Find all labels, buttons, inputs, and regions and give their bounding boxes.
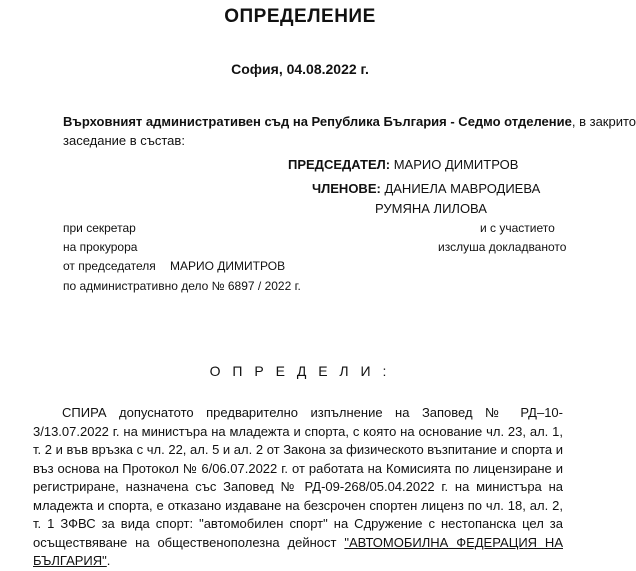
heard-report-label: изслуша докладваното — [438, 240, 567, 254]
chair-label: ПРЕДСЕДАТЕЛ: — [288, 157, 391, 172]
member-1-name: ДАНИЕЛА МАВРОДИЕВА — [384, 181, 541, 196]
court-line-2: заседание в състав: — [63, 133, 185, 148]
ruling-paragraph — [33, 404, 563, 571]
federation-name: "АВТОМОБИЛНА ФЕДЕРАЦИЯ НА БЪЛГАРИЯ" — [33, 534, 563, 568]
chair-name: МАРИО ДИМИТРОВ — [393, 157, 519, 172]
ruling-text: СПИРА допуснатото предварително изпълнение на Заповед № РД–10-3/13.07.2022 г. на министъра на младежта и спорта, с която на основание чл. 23, ал. 1, т. 2 и във връзка с чл. 22, ал. 5 и ал. 2 от Закона за физическото възпитание и спорта и въз основа на Протокол № 6/06.07.2022 г. от работата на Комисията по лицензиране и регистриране, назначена със Заповед № РД-09-268/05.04.2022 г. на министъра на младежта и спорта, е отказано издаване на безсрочен спортен лиценз по чл. 18, ал. 2, т. 1 ЗФВС за вида спорт: "автомобилен спорт" на Сдружение с нестопанска цел за осъществяване на общественополезна дейност — [33, 405, 563, 550]
document-title: ОПРЕДЕЛЕНИЕ — [224, 6, 376, 27]
from-chair-name: МАРИО ДИМИТРОВ — [170, 259, 286, 273]
case-number: по административно дело № 6897 / 2022 г. — [63, 279, 301, 293]
secretary-label: при секретар — [63, 221, 136, 235]
court-line-1 — [63, 114, 636, 129]
participation-label: и с участието — [480, 221, 555, 235]
members-row — [312, 181, 540, 196]
decided-heading: О П Р Е Д Е Л И : — [209, 363, 391, 379]
court-line-1-rest: , в закрито — [571, 114, 636, 129]
place-and-date: София, 04.08.2022 г. — [231, 61, 369, 77]
from-chair-label: от председателя — [63, 259, 156, 273]
ruling-end: . — [106, 553, 111, 568]
member-2-name: РУМЯНА ЛИЛОВА — [375, 201, 487, 216]
members-label: ЧЛЕНОВЕ: — [312, 181, 381, 196]
chair-row — [288, 157, 518, 172]
court-name: Върховният административен съд на Република България - Седмо отделение — [63, 114, 572, 129]
prosecutor-label: на прокурора — [63, 240, 138, 254]
